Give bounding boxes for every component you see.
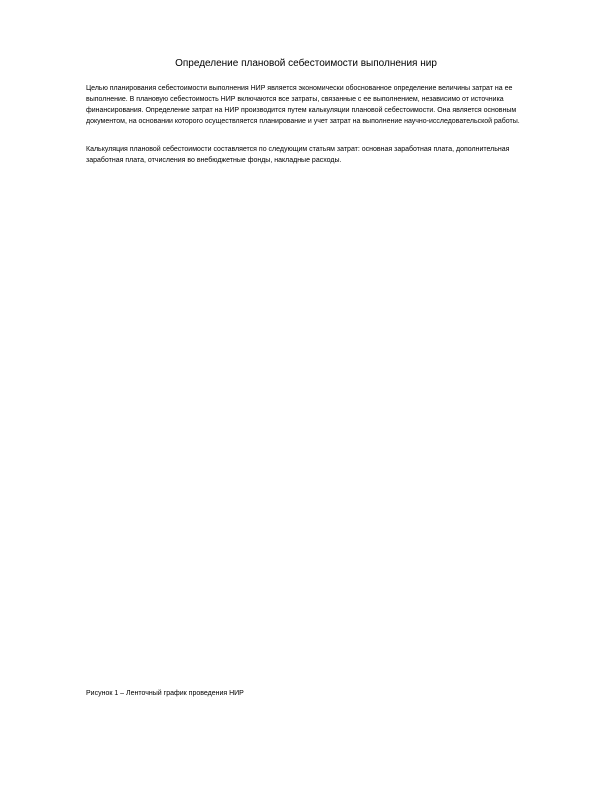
figure-caption: Рисунок 1 – Ленточный график проведения НИР (86, 690, 244, 697)
paragraph-purpose: Целью планирования себестоимости выполнения НИР является экономически обоснованное определение величины затрат на ее выполнение. В плановую себестоимость НИР включаются все затраты, связанные с ее выполнением, независимо от источника финансирования. Определение затрат на НИР производится путем калькуляции плановой себестоимости. Она является основным документом, на основании которого осуществляется планирование и учет затрат на выполнение научно-исследовательской работы. (86, 85, 520, 125)
page-title: Определение плановой себестоимости выполнения нир (175, 58, 437, 69)
paragraph-cost-items: Калькуляция плановой себестоимости составляется по следующим статьям затрат: основная заработная плата, дополнительная заработная плата, отчисления во внебюджетные фонды, накладные расходы. (86, 146, 510, 164)
